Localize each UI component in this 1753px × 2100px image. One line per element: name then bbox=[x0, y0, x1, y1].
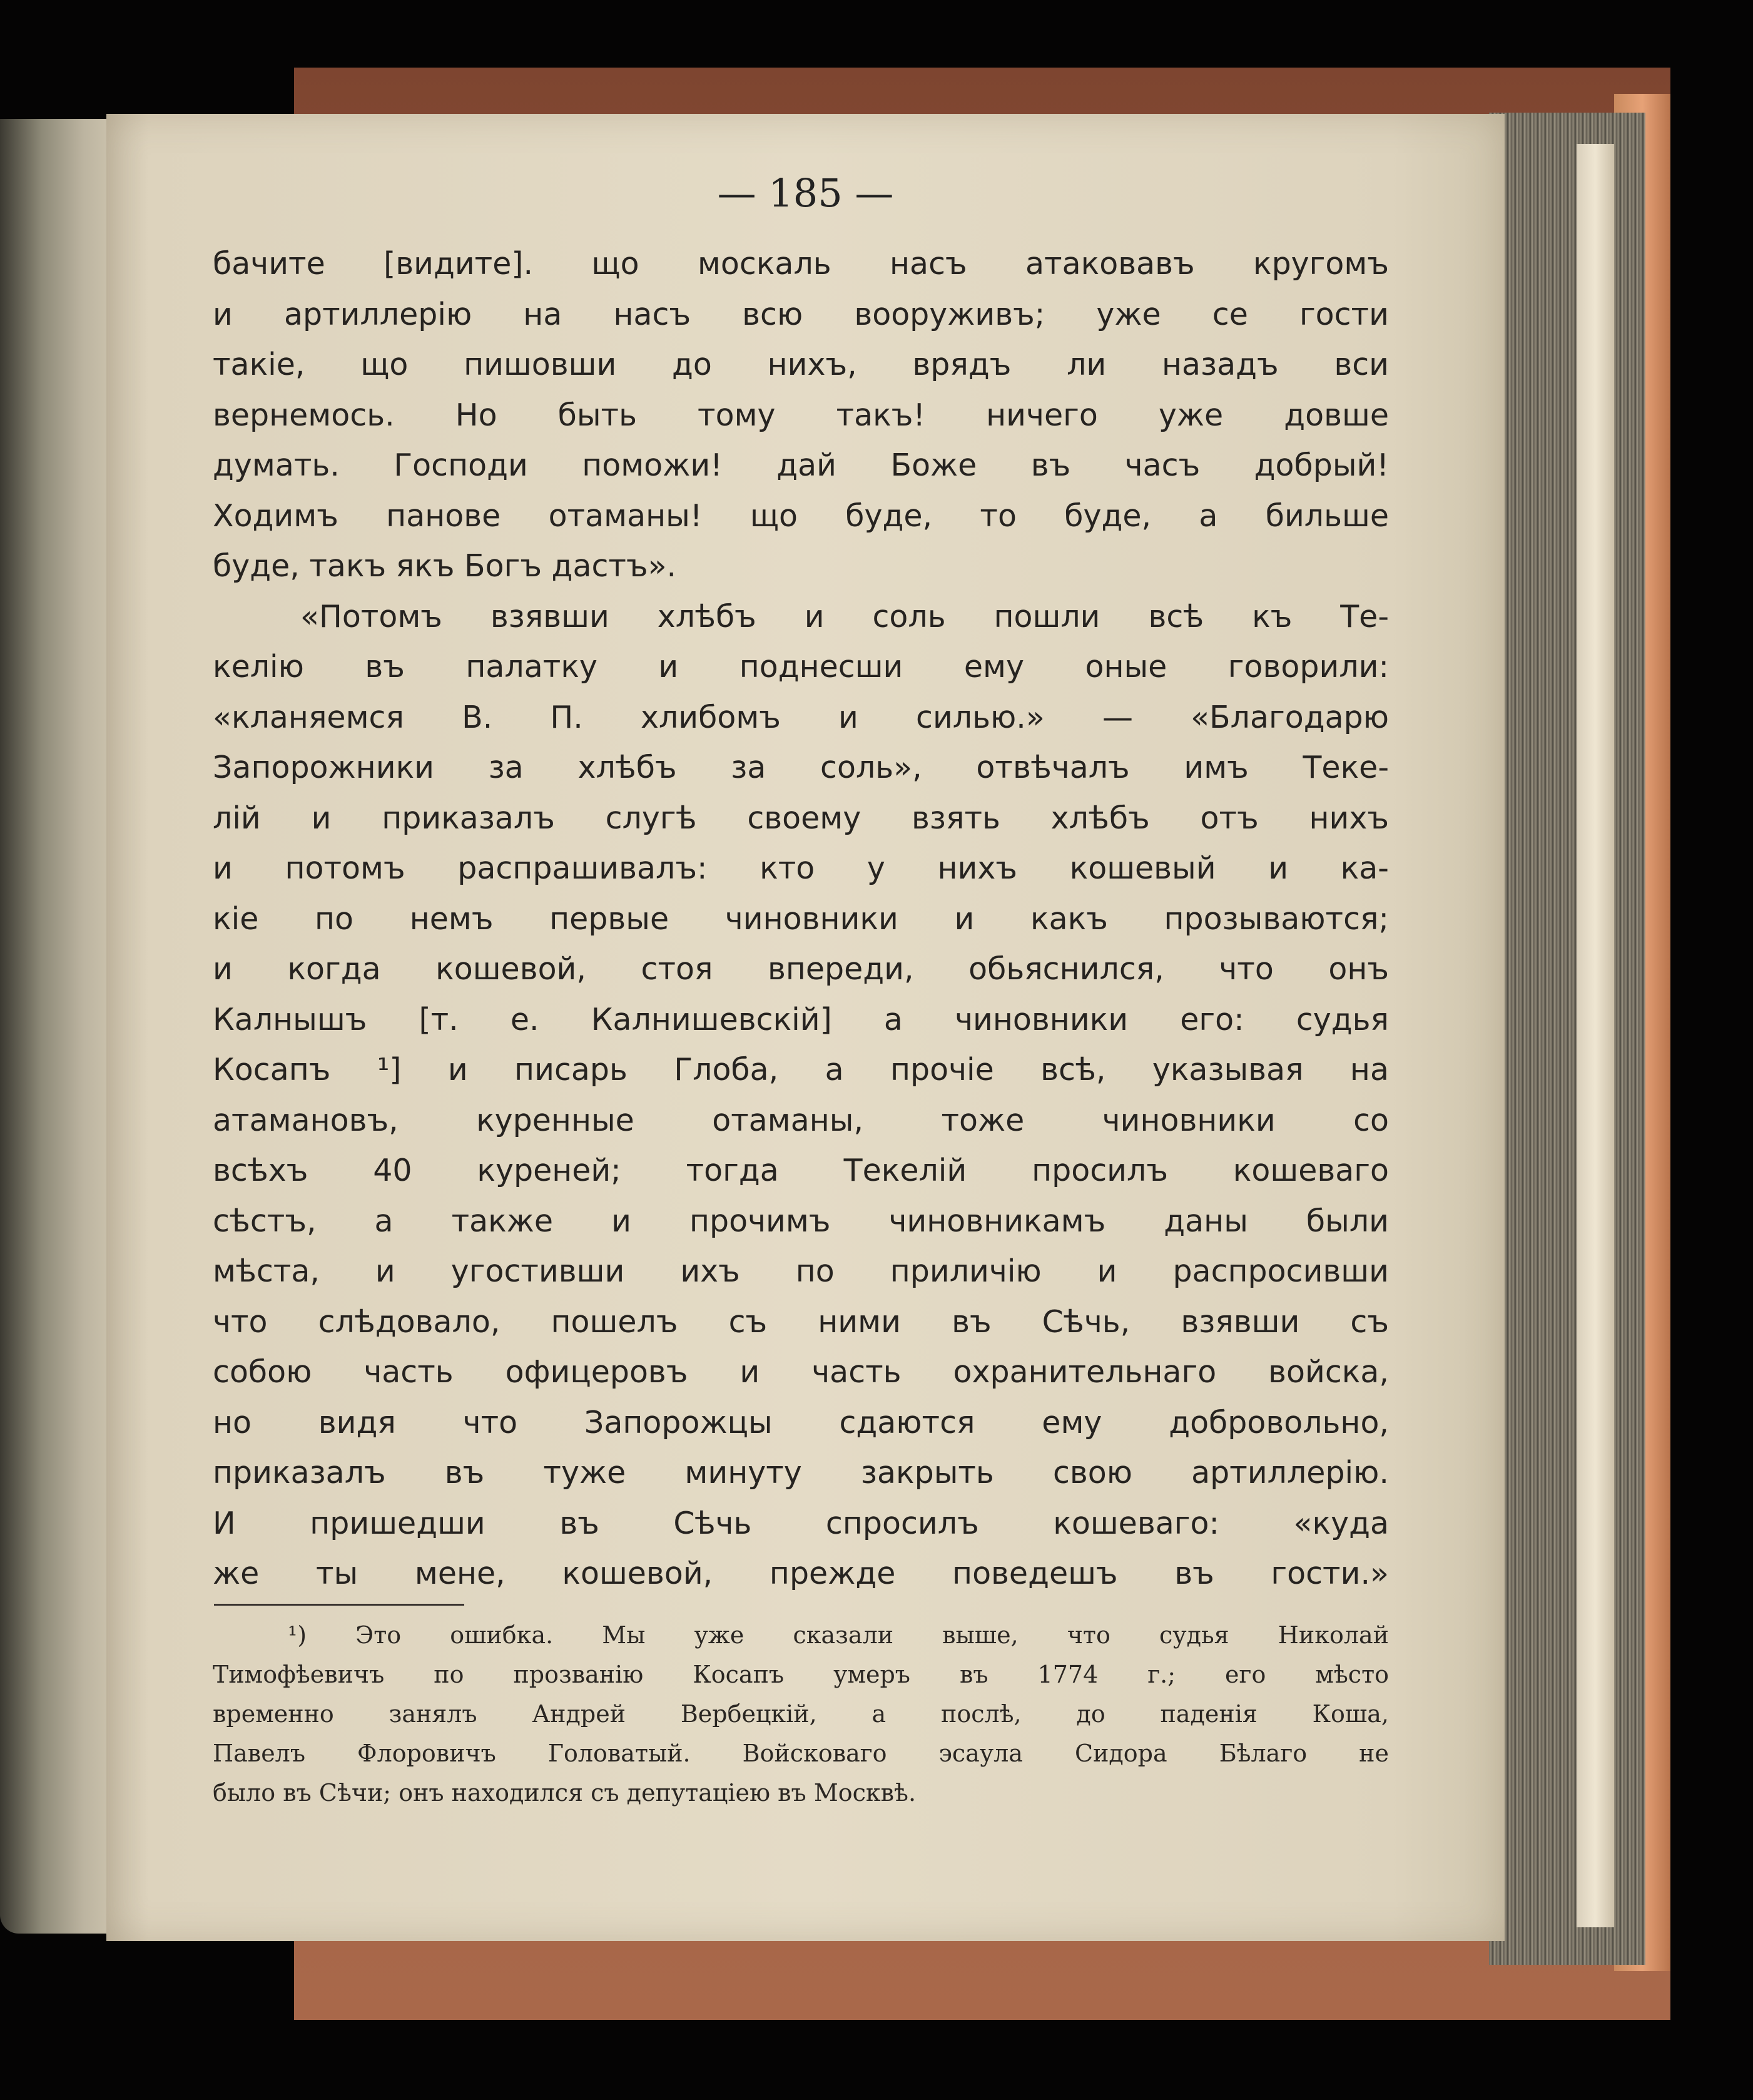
text-line: лій и приказалъ слугѣ своему взять хлѣбъ отъ нихъ bbox=[213, 800, 1389, 836]
text-line: «Потомъ взявши хлѣбъ и соль пошли всѣ къ Те- bbox=[300, 598, 1389, 635]
page-number: — 185 — bbox=[717, 170, 894, 216]
text-line: приказалъ въ туже минуту закрыть свою артиллерію. bbox=[213, 1455, 1389, 1491]
text-line: бачите [видите]. що москаль насъ атаковавъ кругомъ bbox=[213, 246, 1389, 282]
book-page bbox=[106, 114, 1505, 1941]
text-line: что слѣдовало, пошелъ съ ними въ Сѣчь, взявши съ bbox=[213, 1303, 1389, 1340]
text-line: собою часть офицеровъ и часть охранительнаго войска, bbox=[213, 1354, 1389, 1390]
text-line: но видя что Запорожцы сдаются ему добровольно, bbox=[213, 1404, 1389, 1440]
text-line: думать. Господи поможи! дай Боже въ часъ добрый! bbox=[213, 447, 1389, 483]
text-line: келію въ палатку и поднесши ему оные говорили: bbox=[213, 649, 1389, 685]
text-line: же ты мене, кошевой, прежде поведешъ въ гости.» bbox=[213, 1556, 1389, 1591]
text-line: Запорожники за хлѣбъ за соль», отвѣчалъ имъ Теке- bbox=[213, 750, 1389, 785]
text-line: атамановъ, куренные отаманы, тоже чиновники со bbox=[213, 1102, 1389, 1138]
text-line: мѣста, и угостивши ихъ по приличію и распросивши bbox=[213, 1253, 1389, 1289]
text-line: кіе по немъ первые чиновники и какъ прозываются; bbox=[213, 900, 1389, 937]
footnote-divider bbox=[214, 1604, 464, 1606]
page-edge-highlight bbox=[1577, 144, 1614, 1927]
text-line: такіе, що пишовши до нихъ, врядъ ли назадъ вси bbox=[213, 347, 1389, 382]
left-page-edge bbox=[0, 119, 119, 1934]
page-stack-edges bbox=[1489, 113, 1645, 1965]
text-line: «кланяемся В. П. хлибомъ и силью.» — «Благодарю bbox=[213, 699, 1389, 735]
footnote-line: было въ Сѣчи; онъ находился съ депутаціею въ Москвѣ. bbox=[213, 1779, 917, 1807]
text-line: всѣхъ 40 куреней; тогда Текелій просилъ кошеваго bbox=[213, 1153, 1389, 1188]
footnote-line: ¹) Это ошибка. Мы уже сказали выше, что судья Николай bbox=[288, 1621, 1389, 1649]
footnote-line: Тимофѣевичъ по прозванію Косапъ умеръ въ 1774 г.; его мѣсто bbox=[213, 1661, 1389, 1688]
text-line: Ходимъ панове отаманы! що буде, то буде, а бильше bbox=[213, 497, 1389, 534]
text-line: и когда кошевой, стоя впереди, обьяснился, что онъ bbox=[213, 951, 1389, 987]
text-line: И пришедши въ Сѣчь спросилъ кошеваго: «куда bbox=[213, 1505, 1389, 1541]
footnotes bbox=[213, 1616, 1389, 1813]
text-line: сѣстъ, а также и прочимъ чиновникамъ даны были bbox=[213, 1203, 1389, 1239]
text-line: и потомъ распрашивалъ: кто у нихъ кошевый и ка- bbox=[213, 850, 1389, 886]
footnote-line: Павелъ Флоровичъ Головатый. Войсковаго эсаула Сидора Бѣлаго не bbox=[213, 1740, 1389, 1767]
text-line: Калнышъ [т. е. Калнишевскій] а чиновники его: судья bbox=[213, 1001, 1389, 1037]
text-line: и артиллерію на насъ всю вооруживъ; уже се гости bbox=[213, 296, 1389, 332]
text-line: вернемось. Но быть тому такъ! ничего уже довше bbox=[213, 397, 1389, 433]
footnote-line: временно занялъ Андрей Вербецкій, а послѣ, до паденія Коша, bbox=[213, 1700, 1389, 1728]
text-line: буде, такъ якъ Богъ дастъ». bbox=[213, 548, 677, 584]
text-line: Косапъ ¹] и писарь Глоба, а прочіе всѣ, указывая на bbox=[213, 1052, 1389, 1088]
body-text bbox=[213, 239, 1389, 1599]
